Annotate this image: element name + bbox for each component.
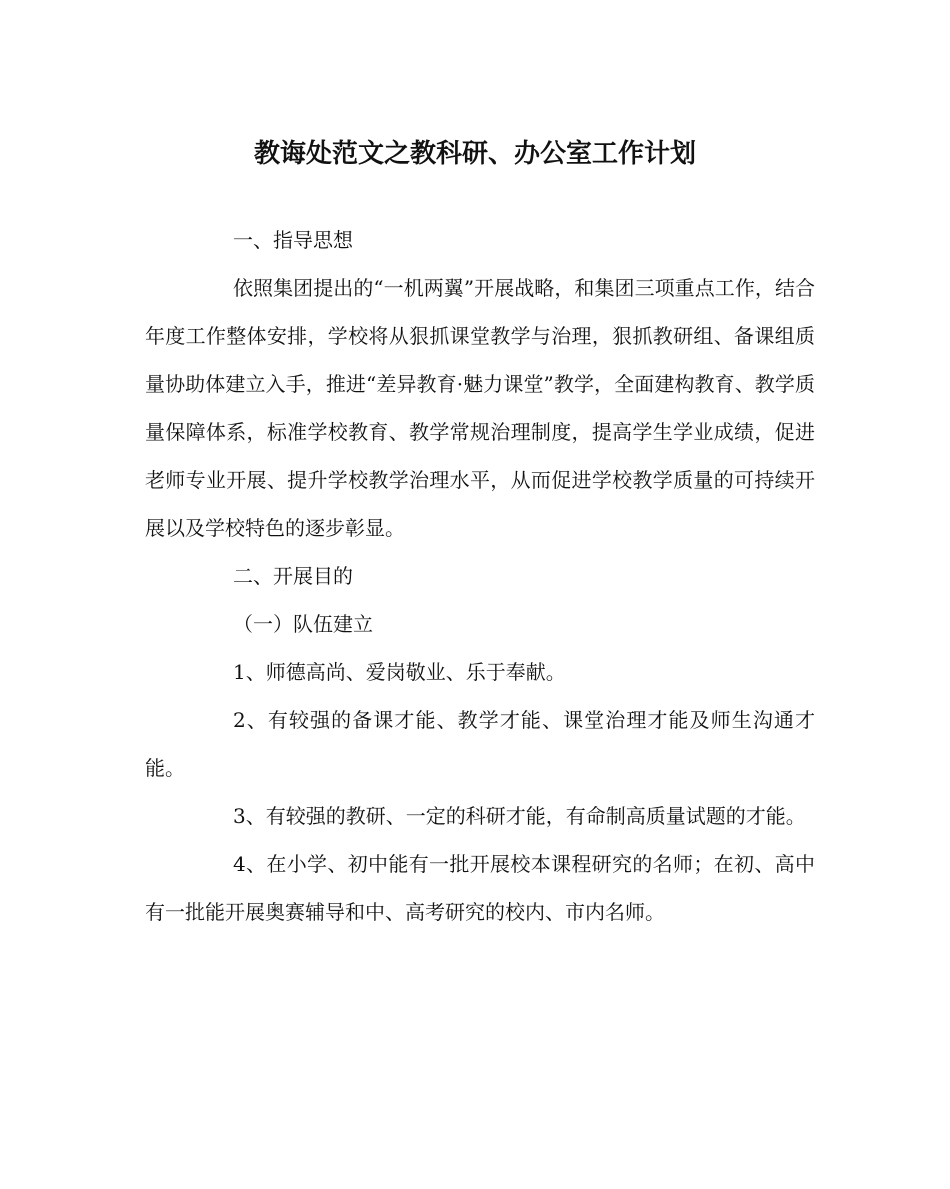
section-heading-goals: 二、开展目的 <box>233 564 353 588</box>
document-title: 教诲处范文之教科研、办公室工作计划 <box>253 139 696 169</box>
section-heading-guiding-thought: 一、指导思想 <box>233 228 353 252</box>
paragraph-guiding-thought: 依照集团提出的“一机两翼”开展战略，和集团三项重点工作，结合年度工作整体安排，学校将从狠抓课堂教学与治理，狠抓教研组、备课组质量协助体建立入手，推进“差异教育·魅力课堂”教学，全面建构教育、教学质量保障体系，标准学校教育、教学常规治理制度，提高学生学业成绩，促进老师专业开展、提升学校教学治理水平，从而促进学校教学质量的可持续开展以及学校特色的逐步彰显。 <box>145 276 815 540</box>
list-item-2: 2、有较强的备课才能、教学才能、课堂治理才能及师生沟通才能。 <box>145 708 815 780</box>
list-item-1: 1、师德高尚、爱岗敬业、乐于奉献。 <box>233 660 566 684</box>
list-item-4: 4、在小学、初中能有一批开展校本课程研究的名师；在初、高中有一批能开展奥赛辅导和中、高考研究的校内、市内名师。 <box>145 852 815 924</box>
subsection-heading-team-building: （一）队伍建立 <box>233 612 373 636</box>
document-body <box>145 216 815 936</box>
list-item-3: 3、有较强的教研、一定的科研才能，有命制高质量试题的才能。 <box>233 804 806 828</box>
